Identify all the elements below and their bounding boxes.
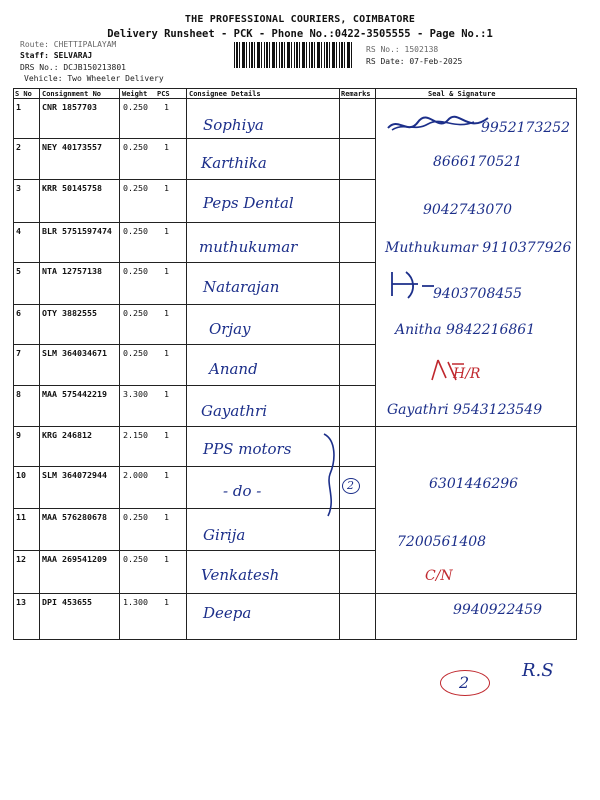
row-consignee: Natarajan <box>203 278 280 296</box>
row-seal: Gayathri 9543123549 <box>387 402 543 418</box>
row-seal: 9940922459 <box>453 602 543 618</box>
row-consignee: Anand <box>209 360 258 378</box>
col-header-seal: Seal & Signature <box>428 90 496 98</box>
row-divider <box>13 426 577 427</box>
row-consignment: NTA 12757138 <box>42 266 102 276</box>
barcode <box>234 42 352 68</box>
col-divider <box>375 88 376 640</box>
row-divider <box>13 179 376 180</box>
rs-number: RS No.: 1502138 <box>366 45 439 54</box>
row-consignment: KRG 246812 <box>42 430 92 440</box>
row-consignee: Gayathri <box>201 402 267 420</box>
row-weight: 0.250 <box>123 102 148 112</box>
row-consignment: NEY 40173557 <box>42 142 102 152</box>
row-divider <box>13 262 376 263</box>
row-consignee: - do - <box>223 482 262 500</box>
row-consignment: MAA 269541209 <box>42 554 107 564</box>
row-pcs: 1 <box>164 470 169 480</box>
col-divider <box>119 88 120 640</box>
row-sno: 13 <box>16 597 26 607</box>
row-divider <box>13 138 376 139</box>
staff-label: Staff: SELVARAJ <box>20 51 93 60</box>
row-consignment: KRR 50145758 <box>42 183 102 193</box>
row-weight: 0.250 <box>123 554 148 564</box>
row-seal: Muthukumar 9110377926 <box>385 240 572 256</box>
row-sno: 10 <box>16 470 26 480</box>
col-header-remarks: Remarks <box>341 90 371 98</box>
row-consignment: SLM 364034671 <box>42 348 107 358</box>
row-consignee: Girija <box>203 526 246 544</box>
row-divider <box>13 304 376 305</box>
row-seal: 7200561408 <box>397 534 487 550</box>
signature-scribble <box>428 356 468 384</box>
row-sno: 12 <box>16 554 26 564</box>
bracket-mark <box>318 430 342 520</box>
row-divider <box>13 593 577 594</box>
row-consignment: SLM 364072944 <box>42 470 107 480</box>
row-pcs: 1 <box>164 430 169 440</box>
row-sno: 5 <box>16 266 21 276</box>
row-seal: 8666170521 <box>433 154 523 170</box>
col-header-weight: Weight <box>122 90 148 98</box>
row-weight: 2.150 <box>123 430 148 440</box>
row-consignee: muthukumar <box>199 238 298 256</box>
row-divider <box>13 222 376 223</box>
row-sno: 9 <box>16 430 21 440</box>
col-header-sno: S No <box>15 90 32 98</box>
header-divider <box>13 98 577 99</box>
row-seal: Anitha 9842216861 <box>395 322 536 338</box>
row-seal: C/N <box>425 568 453 584</box>
row-seal: 9042743070 <box>423 202 513 218</box>
row-consignee: Deepa <box>203 604 252 622</box>
row-pcs: 1 <box>164 554 169 564</box>
runsheet-table <box>13 88 577 640</box>
row-consignment: CNR 1857703 <box>42 102 97 112</box>
row-sno: 6 <box>16 308 21 318</box>
table-border-bottom <box>13 639 577 640</box>
footer-initial: R.S <box>522 660 554 681</box>
row-weight: 0.250 <box>123 266 148 276</box>
col-header-consignee: Consignee Details <box>189 90 261 98</box>
row-sno: 4 <box>16 226 21 236</box>
row-weight: 0.250 <box>123 348 148 358</box>
remark-circle-number: 2 <box>347 479 354 492</box>
row-seal: 9952173252 <box>481 120 571 136</box>
rs-date: RS Date: 07-Feb-2025 <box>366 57 463 66</box>
row-consignee: Orjay <box>209 320 251 338</box>
row-pcs: 1 <box>164 389 169 399</box>
route-label: Route: CHETTIPALAYAM <box>20 40 117 49</box>
table-border-top <box>13 88 577 89</box>
row-seal: H/R <box>453 366 481 382</box>
row-consignee: Peps Dental <box>203 194 294 212</box>
col-header-consignment: Consignment No <box>42 90 102 98</box>
row-weight: 0.250 <box>123 142 148 152</box>
row-divider <box>13 344 376 345</box>
col-divider <box>339 88 340 640</box>
company-title: THE PROFESSIONAL COURIERS, COIMBATORE <box>184 14 416 25</box>
col-divider <box>186 88 187 640</box>
row-pcs: 1 <box>164 183 169 193</box>
row-pcs: 1 <box>164 266 169 276</box>
table-border-left <box>13 88 14 640</box>
row-pcs: 1 <box>164 102 169 112</box>
table-border-right <box>576 88 577 640</box>
col-header-pcs: PCS <box>157 90 170 98</box>
row-weight: 0.250 <box>123 183 148 193</box>
drs-number: DRS No.: DCJB150213801 <box>20 63 126 72</box>
row-sno: 2 <box>16 142 21 152</box>
signature-scribble <box>384 110 494 140</box>
row-sno: 1 <box>16 102 21 112</box>
row-consignee: Sophiya <box>203 116 264 134</box>
row-seal: 6301446296 <box>429 476 519 492</box>
row-pcs: 1 <box>164 348 169 358</box>
row-pcs: 1 <box>164 597 169 607</box>
row-weight: 0.250 <box>123 226 148 236</box>
row-weight: 3.300 <box>123 389 148 399</box>
row-consignment: MAA 576280678 <box>42 512 107 522</box>
runsheet-title: Delivery Runsheet - PCK - Phone No.:0422-3505555 - Page No.:1 <box>107 28 493 40</box>
row-consignment: OTY 3882555 <box>42 308 97 318</box>
row-sno: 7 <box>16 348 21 358</box>
row-sno: 3 <box>16 183 21 193</box>
row-sno: 8 <box>16 389 21 399</box>
row-divider <box>13 385 376 386</box>
footer-circle-number: 2 <box>459 673 470 692</box>
col-divider <box>39 88 40 640</box>
row-consignee: Venkatesh <box>201 566 280 584</box>
row-sno: 11 <box>16 512 26 522</box>
row-pcs: 1 <box>164 512 169 522</box>
row-pcs: 1 <box>164 142 169 152</box>
row-weight: 0.250 <box>123 308 148 318</box>
row-consignee: Karthika <box>201 154 267 172</box>
row-seal: 9403708455 <box>433 286 523 302</box>
signature-scribble <box>388 266 438 306</box>
row-divider <box>13 550 376 551</box>
row-pcs: 1 <box>164 226 169 236</box>
row-pcs: 1 <box>164 308 169 318</box>
row-weight: 1.300 <box>123 597 148 607</box>
row-consignment: MAA 575442219 <box>42 389 107 399</box>
row-consignee: PPS motors <box>203 440 292 458</box>
row-consignment: DPI 453655 <box>42 597 92 607</box>
row-consignment: BLR 5751597474 <box>42 226 112 236</box>
row-weight: 2.000 <box>123 470 148 480</box>
row-weight: 0.250 <box>123 512 148 522</box>
vehicle-label: Vehicle: Two Wheeler Delivery <box>24 74 164 83</box>
